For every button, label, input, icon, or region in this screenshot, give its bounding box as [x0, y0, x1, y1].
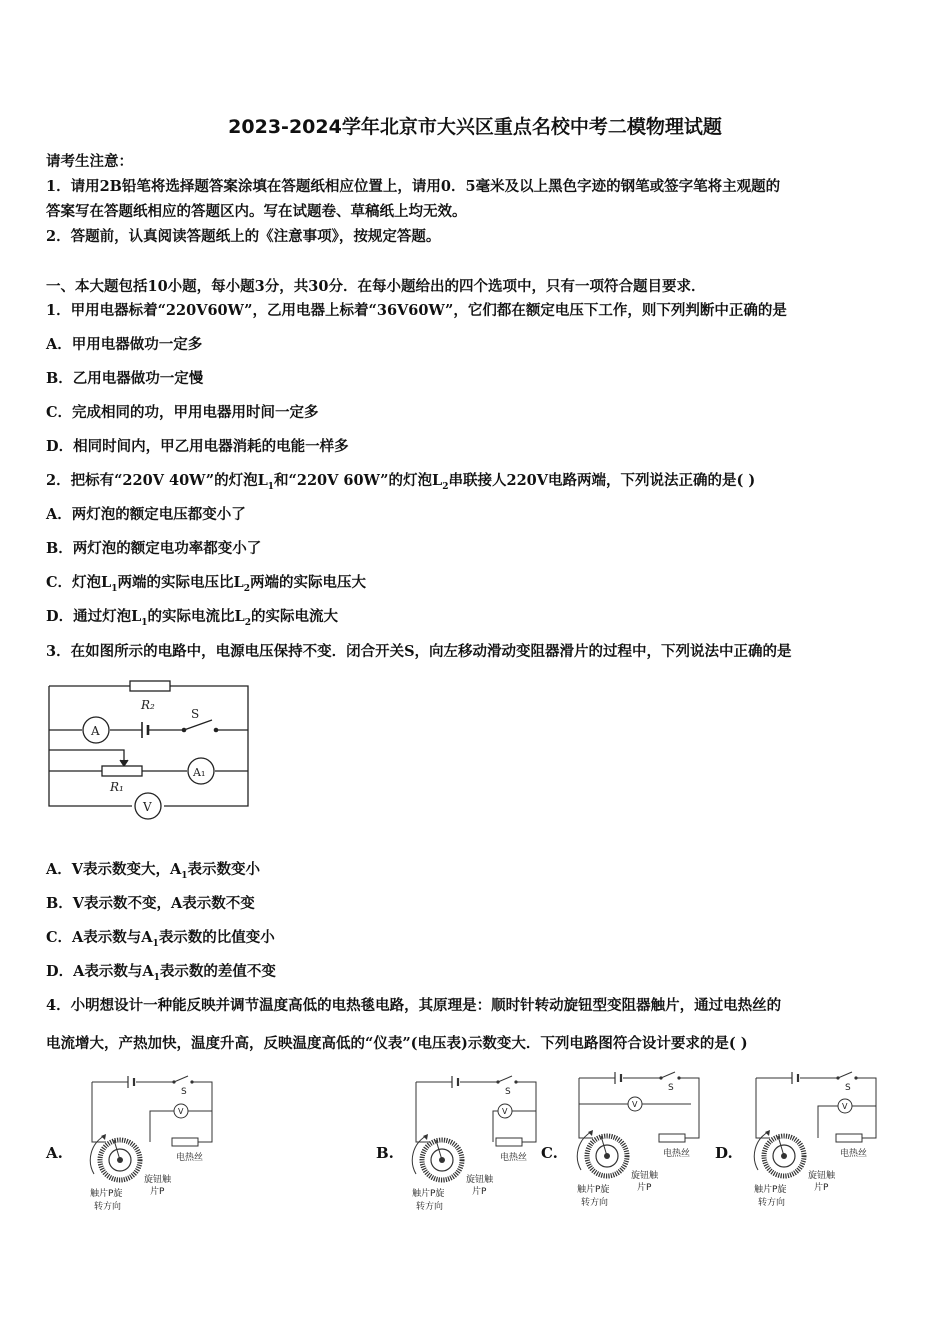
heating-wire-label: 电热丝: [500, 1153, 528, 1163]
direction-label-line1: 触片P旋: [412, 1189, 445, 1199]
direction-label-line2: 转方向: [94, 1202, 122, 1212]
direction-label-line1: 触片P旋: [90, 1189, 123, 1199]
direction-label-line1: 触片P旋: [754, 1185, 787, 1195]
q3-ammeter-a: A: [91, 724, 100, 738]
q3-a-part2: 表示数变小: [187, 861, 261, 878]
notice-item-2: 2．答题前，认真阅读答题纸上的《注意事项》，按规定答题。: [46, 228, 441, 245]
page-title: 2023-2024学年北京市大兴区重点名校中考二模物理试题: [228, 116, 722, 138]
q2-d-sub2: 2: [244, 617, 252, 628]
knob-label-line2: 片P: [814, 1183, 829, 1193]
heating-wire-label: 电热丝: [840, 1149, 868, 1159]
circuit-wire: [756, 1078, 770, 1138]
q3-d-part1: D．A表示数与A: [46, 963, 154, 980]
section-heading: 一、本大题包括10小题，每小题3分，共30分．在每小题给出的四个选项中，只有一项符合题目要求．: [46, 278, 706, 295]
q3-c-sub: 1: [152, 938, 159, 949]
q2-stem-part-a: 2．把标有“220V 40W”的灯泡L: [46, 472, 268, 489]
q3-c-part2: 表示数的比值变小: [158, 929, 275, 946]
q2-c-sub1: 1: [111, 583, 118, 594]
circuit-wire: [92, 1076, 212, 1142]
q3-d-sub: 1: [153, 972, 160, 983]
switch-contact: [514, 1080, 517, 1083]
knob-label-line2: 片P: [637, 1183, 652, 1193]
q4-option-letter-d: D.: [715, 1144, 733, 1162]
q3-option-b: B．V表示数不变，A表示数不变: [46, 895, 255, 912]
knob-label-line1: 旋钮触: [144, 1175, 172, 1185]
knob-label-line2: 片P: [472, 1187, 487, 1197]
circuit-wire: [756, 1072, 876, 1138]
q3-label-r1: R₁: [110, 780, 124, 794]
q1-stem: 1．甲用电器标着“220V60W”，乙用电器上标着“36V60W”，它们都在额定电压下工作，则下列判断中正确的是: [46, 302, 787, 319]
q4-circuit-svg: [748, 1066, 883, 1216]
q2-sub-1: 1: [267, 481, 275, 492]
q1-option-c: C．完成相同的功，甲用电器用时间一定多: [46, 404, 319, 421]
heating-wire: [836, 1134, 862, 1142]
voltmeter-label: V: [178, 1107, 184, 1116]
q1-option-d: D．相同时间内，甲乙用电器消耗的电能一样多: [46, 438, 349, 455]
q2-option-a: A．两灯泡的额定电压都变小了: [46, 506, 246, 523]
q3-label-s: S: [191, 707, 200, 721]
q4-figure-c: [571, 1066, 706, 1216]
switch-contact: [190, 1080, 193, 1083]
q2-stem-part-b: 和“220V 60W”的灯泡L: [274, 472, 443, 489]
q4-figure-d: [748, 1066, 883, 1216]
q3-option-c: [46, 929, 275, 953]
heating-wire-label: 电热丝: [176, 1153, 204, 1163]
q3-option-d: [46, 963, 276, 987]
knob-label-line1: 旋钮触: [808, 1171, 836, 1181]
q2-d-part2: 的实际电流比L: [147, 608, 245, 625]
q2-option-c: [46, 574, 366, 598]
circuit-wire: [416, 1082, 430, 1142]
heating-wire: [496, 1138, 522, 1146]
q4-figure-a: [84, 1070, 219, 1220]
q4-option-letter-a: A.: [46, 1144, 63, 1162]
q4-stem-line-1: 4．小明想设计一种能反映并调节温度高低的电热毯电路，其原理是：顺时针转动旋钮型变阻器触片，通过电热丝的: [46, 997, 782, 1014]
q2-d-sub1: 1: [141, 617, 148, 628]
voltmeter-label: V: [502, 1107, 508, 1116]
switch-label: S: [505, 1087, 511, 1097]
direction-label-line2: 转方向: [416, 1202, 444, 1212]
direction-label-line2: 转方向: [758, 1198, 786, 1208]
q2-c-part2: 两端的实际电压比L: [117, 574, 244, 591]
q2-c-part1: C．灯泡L: [46, 574, 112, 591]
q1-option-a: A．甲用电器做功一定多: [46, 336, 203, 353]
switch-contact: [836, 1076, 839, 1079]
q2-d-part1: D．通过灯泡L: [46, 608, 142, 625]
notice-item-1-cont: 答案写在答题纸相应的答题区内。写在试题卷、草稿纸上均无效。: [46, 203, 467, 220]
q3-label-r2: R₂: [141, 698, 155, 712]
switch-contact: [677, 1076, 680, 1079]
q3-circuit-figure: [44, 676, 256, 828]
direction-label-line1: 触片P旋: [577, 1185, 610, 1195]
q2-option-b: B．两灯泡的额定电功率都变小了: [46, 540, 262, 557]
q2-sub-2: 2: [442, 481, 449, 492]
q2-option-d: [46, 608, 338, 632]
switch-contact: [854, 1076, 857, 1079]
q2-stem-part-c: 串联接人220V电路两端，下列说法正确的是( ): [448, 472, 756, 489]
q2-d-part3: 的实际电流大: [251, 608, 339, 625]
q2-c-part3: 两端的实际电压大: [249, 574, 366, 591]
q3-c-part1: C．A表示数与A: [46, 929, 153, 946]
q3-d-part2: 表示数的差值不变: [159, 963, 276, 980]
voltmeter-label: V: [842, 1102, 848, 1111]
knob-label-line1: 旋钮触: [631, 1171, 659, 1181]
q4-option-letter-c: C.: [541, 1144, 558, 1162]
switch-label: S: [845, 1083, 851, 1093]
switch-contact: [496, 1080, 499, 1083]
voltmeter-label: V: [632, 1100, 638, 1109]
notice-item-1: 1．请用2B铅笔将选择题答案涂填在答题纸相应位置上，请用0．5毫米及以上黑色字迹的钢笔或签字笔将主观题的: [46, 178, 781, 195]
q3-a-sub: 1: [181, 870, 188, 881]
q4-option-letter-b: B.: [376, 1144, 394, 1162]
q3-voltmeter-v: V: [143, 800, 152, 814]
q2-stem: [46, 472, 755, 496]
circuit-wire: [579, 1078, 593, 1138]
q3-stem: 3．在如图所示的电路中，电源电压保持不变．闭合开关S，向左移动滑动变阻器滑片的过程中，下列说法中正确的是: [46, 643, 792, 660]
switch-label: S: [668, 1083, 674, 1093]
switch-label: S: [181, 1087, 187, 1097]
q3-a-part1: A．V表示数变大，A: [46, 861, 182, 878]
notice-heading: 请考生注意：: [46, 153, 133, 170]
q3-option-a: [46, 861, 260, 885]
q3-ammeter-a1: A₁: [193, 766, 206, 779]
q4-circuit-svg: [84, 1070, 219, 1220]
switch-contact: [172, 1080, 175, 1083]
direction-label-line2: 转方向: [581, 1198, 609, 1208]
q2-c-sub2: 2: [243, 583, 250, 594]
q4-figure-b: [408, 1070, 543, 1220]
heating-wire: [659, 1134, 685, 1142]
knob-label-line1: 旋钮触: [466, 1175, 494, 1185]
q1-option-b: B．乙用电器做功一定慢: [46, 370, 204, 387]
q4-circuit-svg: [408, 1070, 543, 1220]
circuit-wire: [416, 1076, 536, 1142]
q4-stem-line-2: 电流增大，产热加快，温度升高，反映温度高低的“仪表”(电压表)示数变大．下列电路图符合设计要求的是( ): [46, 1035, 748, 1052]
circuit-wire: [92, 1082, 106, 1142]
knob-label-line2: 片P: [150, 1187, 165, 1197]
switch-contact: [659, 1076, 662, 1079]
q4-circuit-svg: [571, 1066, 706, 1216]
heating-wire-label: 电热丝: [663, 1149, 691, 1159]
heating-wire: [172, 1138, 198, 1146]
